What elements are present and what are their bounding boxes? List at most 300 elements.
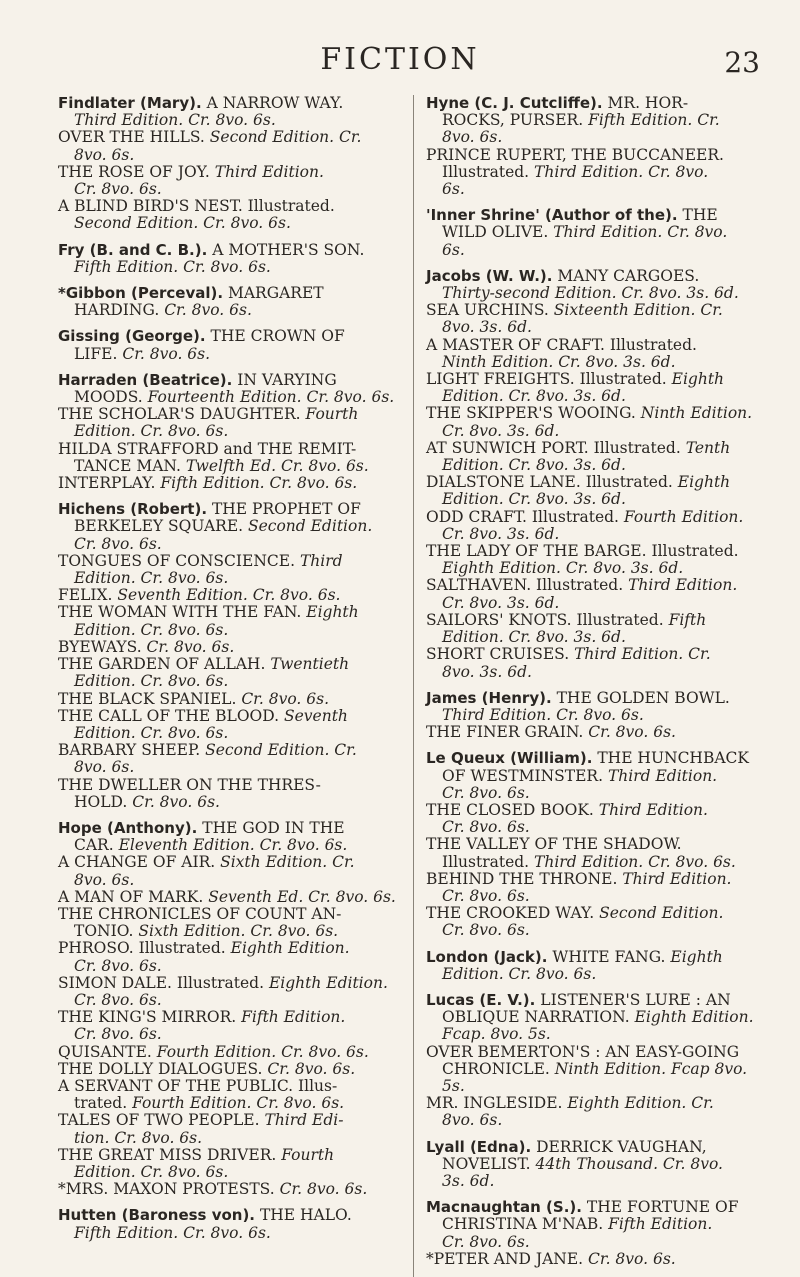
catalogue-line [58,198,401,215]
edition-info: Seventh Ed. Cr. 8vo. 6s. [208,887,396,906]
catalogue-line [58,1026,401,1043]
author-name: Hyne (C. J. Cutcliffe). [426,94,603,112]
catalogue-line [58,147,401,164]
book-title: SAILORS' KNOTS. Illustrated. [426,610,669,629]
catalogue-line [58,95,401,112]
edition-info: Cr. 8vo. 6s. [146,637,235,656]
book-title: TONGUES OF CONSCIENCE. [58,551,300,570]
catalogue-line [58,536,401,553]
book-title: THE DOLLY DIALOGUES. [58,1059,268,1078]
catalogue-line [58,1009,401,1026]
catalogue-line [426,664,758,681]
catalogue-line [58,1112,401,1129]
catalogue-line [426,922,758,939]
edition-info: Thirty-second Edition. Cr. 8vo. 3s. 6d. [442,284,739,303]
edition-info: Third Edition. [214,162,324,181]
catalogue-line [426,992,758,1009]
book-title: MARGARET [223,284,324,303]
catalogue-line [426,1156,758,1173]
catalogue-line [426,224,758,241]
author-entry [426,207,758,259]
book-title: THE GOLDEN BOWL. [551,688,730,707]
edition-info: 3s. 6d. [442,1171,495,1190]
book-title: THE VALLEY OF THE SHADOW. [426,835,682,854]
book-title: A SERVANT OF THE PUBLIC. Illus- [58,1076,338,1095]
catalogue-line [426,836,758,853]
book-title: THE WOMAN WITH THE FAN. [58,603,307,622]
author-name: Jacobs (W. W.). [426,266,553,285]
book-title: THE BLACK SPANIEL. [58,689,242,708]
catalogue-line [58,622,401,639]
catalogue-line [58,501,401,518]
book-title: TONIO. [74,922,139,941]
edition-info: Cr. 8vo. 6s. [442,818,530,837]
catalogue-line [426,181,758,198]
catalogue-line [58,673,401,690]
book-title: BYEWAYS. [58,637,147,656]
edition-info: Cr. 8vo. 6s. [122,344,211,363]
edition-info: Third Edition. [622,869,732,888]
catalogue-line [426,690,758,707]
author-entry [58,501,401,811]
catalogue-line [58,1095,401,1112]
book-title: SEA URCHINS. [426,301,554,320]
catalogue-line [58,708,401,725]
book-title: THE [677,206,718,225]
catalogue-line [58,958,401,975]
edition-info: Eighth [671,370,725,389]
catalogue-line [426,207,758,224]
author-name: Le Queux (William). [426,749,593,768]
catalogue-line [58,1044,401,1061]
book-title: THE CROWN OF [205,327,345,346]
edition-info: Third Edition. Cr. 8vo. [534,162,709,181]
edition-info: Fourth Edition. Cr. 8vo. 6s. [156,1042,369,1061]
edition-info: 8vo. 6s. [74,145,135,164]
book-title: HILDA STRAFFORD and THE REMIT- [58,439,357,458]
author-entry [426,949,758,983]
catalogue-line [426,1251,758,1268]
catalogue-line [426,646,758,663]
author-entry [426,95,758,198]
catalogue-line [426,526,758,543]
edition-info: Edition. Cr. 8vo. 6s. [442,964,597,983]
author-entry [426,1199,758,1268]
catalogue-line [58,1164,401,1181]
catalogue-line [426,612,758,629]
catalogue-line [426,543,758,560]
book-title: LISTENER'S LURE : AN [535,990,731,1009]
edition-info: 8vo. 6s. [74,758,135,777]
edition-info: Cr. 8vo. 3s. 6d. [442,593,560,612]
book-title: MR. INGLESIDE. [426,1094,568,1113]
book-title: BERKELEY SQUARE. [74,517,248,536]
catalogue-line [426,354,758,371]
catalogue-line [58,181,401,198]
catalogue-line [58,794,401,811]
edition-info: Fourteenth Edition. Cr. 8vo. 6s. [147,388,395,407]
columns [58,95,758,1277]
book-title: ROCKS, PURSER. [442,111,589,130]
edition-info: Third Edition. [607,766,718,785]
book-title: THE HALO. [255,1206,352,1225]
catalogue-line [426,595,758,612]
book-title: BARBARY SHEEP. [58,741,206,760]
catalogue-line [426,371,758,388]
edition-info: Eighth Edition. [634,1008,754,1027]
author-name: Hope (Anthony). [58,818,198,837]
catalogue-line [426,1199,758,1216]
edition-info: Edition. Cr. 8vo. 3s. 6d. [442,387,626,406]
catalogue-line [58,346,401,363]
edition-info: Cr. 8vo. 6s. [442,921,530,940]
book-title: HOLD. [74,792,133,811]
edition-info: Fourth Edition. [623,507,744,526]
edition-info: Edition. Cr. 8vo. 3s. 6d. [442,628,626,647]
book-title: NOVELIST. [442,1154,536,1173]
book-title: THE CHRONICLES OF COUNT AN- [58,904,342,923]
catalogue-line [58,1061,401,1078]
edition-info: Cr. 8vo. 6s. [442,886,530,905]
edition-info: Fifth Edition. Cr. 8vo. 6s. [160,474,358,493]
catalogue-line [58,475,401,492]
author-entry [58,1207,401,1241]
edition-info: Cr. 8vo. 6s. [74,956,162,975]
page-header [40,40,760,84]
edition-info: Second Edition. Cr. 8vo. 6s. [74,214,291,233]
catalogue-line [426,871,758,888]
catalogue-line [426,1112,758,1129]
edition-info: Cr. 8vo. 6s. [74,1025,162,1044]
book-title: AT SUNWICH PORT. Illustrated. [426,438,686,457]
catalogue-line [426,147,758,164]
edition-info: Fifth [668,610,707,629]
author-entry [426,1139,758,1191]
catalogue-line [426,966,758,983]
book-title: THE GREAT MISS DRIVER. [58,1145,282,1164]
edition-info: Second Edition. Cr. [209,128,362,147]
book-title: THE SCHOLAR'S DAUGHTER. [58,405,306,424]
catalogue-line [426,707,758,724]
catalogue-line [58,889,401,906]
edition-info: Third Edition. Cr. [574,645,711,664]
catalogue-line [58,940,401,957]
author-name: Hutten (Baroness von). [58,1206,256,1225]
catalogue-line [426,388,758,405]
catalogue-line [58,854,401,871]
author-name: Lyall (Edna). [426,1137,532,1156]
edition-info: Third Edition. Cr. 8vo. 6s. [534,852,736,871]
edition-info: Second Edition. [599,904,724,923]
edition-info: Cr. 8vo. 6s. [132,792,220,811]
author-name: Findlater (Mary). [58,94,202,112]
author-name: Lucas (E. V.). [426,990,536,1009]
catalogue-line [58,285,401,302]
catalogue-line [426,405,758,422]
book-title: OVER BEMERTON'S : AN EASY-GOING [426,1042,740,1061]
book-title: trated. [74,1094,133,1113]
edition-info: Cr. 8vo. 6s. [74,534,162,553]
book-title: DIALSTONE LANE. Illustrated. [426,473,678,492]
catalogue-line [426,1009,758,1026]
edition-info: Eighth [677,473,731,492]
book-title: THE DWELLER ON THE THRES- [58,775,321,794]
book-title: Illustrated. [442,162,535,181]
edition-info: Cr. 8vo. 6s. [74,180,162,199]
catalogue-line [426,785,758,802]
catalogue-line [58,656,401,673]
edition-info: Edition. Cr. 8vo. 6s. [74,1162,229,1181]
book-title: SIMON DALE. Illustrated. [58,973,269,992]
author-name: Harraden (Beatrice). [58,370,233,389]
edition-info: Fifth Edition. [241,1008,346,1027]
book-title: QUISANTE. [58,1042,157,1061]
edition-info: Fifth Edition. Cr. 8vo. 6s. [74,257,271,276]
edition-info: Eighth Edition. Cr. 8vo. 3s. 6d. [442,559,684,578]
catalogue-line [58,129,401,146]
catalogue-line [426,337,758,354]
catalogue-line [426,302,758,319]
catalogue-line [426,949,758,966]
catalogue-line [426,750,758,767]
catalogue-line [58,923,401,940]
catalogue-line [426,577,758,594]
book-title: A MASTER OF CRAFT. Illustrated. [426,335,697,354]
edition-info: Cr. 8vo. 3s. 6d. [442,421,560,440]
edition-info: Second Edition. [247,517,373,536]
book-title: WILD OLIVE. [442,223,554,242]
edition-info: Eighth Edition. [268,973,388,992]
book-title: WHITE FANG. [547,947,671,966]
book-title: Illustrated. [442,852,535,871]
catalogue-line [58,837,401,854]
edition-info: Third Edi- [264,1111,344,1130]
left-column [58,95,414,1277]
edition-info: Cr. 8vo. 6s. [241,689,330,708]
catalogue-line [58,112,401,129]
book-title: LIFE. [74,344,123,363]
page-title: FICTION [320,42,480,77]
edition-info: Cr. 8vo. 3s. 6d. [442,524,560,543]
edition-info: Cr. 8vo. 6s. [267,1059,356,1078]
book-title: CHRONICLE. [442,1059,555,1078]
author-name: *Gibbon (Perceval). [58,284,224,303]
catalogue-line [58,518,401,535]
book-title: HARDING. [74,301,165,320]
catalogue-line [426,629,758,646]
catalogue-line [426,854,758,871]
book-title: PHROSO. Illustrated. [58,939,231,958]
book-title: A NARROW WAY. [201,94,344,112]
catalogue-line [426,724,758,741]
book-title: THE GARDEN OF ALLAH. [58,655,271,674]
catalogue-line [58,328,401,345]
catalogue-line [58,458,401,475]
catalogue-line [58,1130,401,1147]
edition-info: Edition. Cr. 8vo. 3s. 6d. [442,490,626,509]
book-title: BEHIND THE THRONE. [426,869,623,888]
book-title: CHRISTINA M'NAB. [442,1215,609,1234]
catalogue-line [426,1026,758,1043]
catalogue-line [58,975,401,992]
edition-info: Twelfth Ed. Cr. 8vo. 6s. [185,456,369,475]
catalogue-line [58,164,401,181]
catalogue-line [58,302,401,319]
edition-info: Eighth Edition. Cr. [567,1094,714,1113]
catalogue-line [426,423,758,440]
book-title: THE KING'S MIRROR. [58,1008,242,1027]
edition-info: Seventh [283,706,348,725]
catalogue-line [426,440,758,457]
catalogue-line [426,164,758,181]
edition-info: Edition. Cr. 8vo. 3s. 6d. [442,456,626,475]
book-title: CAR. [74,836,119,855]
edition-info: Third Edition. [628,576,738,595]
edition-info: 8vo. 6s. [442,128,503,147]
edition-info: Fourth Edition. Cr. 8vo. 6s. [132,1094,345,1113]
catalogue-line [426,905,758,922]
book-title: MOODS. [74,388,148,407]
author-name: Gissing (George). [58,327,206,346]
book-title: TANCE MAN. [74,456,186,475]
book-title: INTERPLAY. [58,474,161,493]
catalogue-line [426,474,758,491]
catalogue-line [58,242,401,259]
catalogue-line [58,725,401,742]
author-name: London (Jack). [426,947,548,966]
edition-info: Cr. 8vo. 6s. [74,990,162,1009]
catalogue-line [426,1216,758,1233]
catalogue-line [58,1147,401,1164]
edition-info: Cr. 8vo. 6s. [164,301,252,320]
book-title: DERRICK VAUGHAN, [531,1137,707,1156]
catalogue-line [426,819,758,836]
book-title: MR. HOR- [602,94,689,112]
author-entry [58,242,401,276]
catalogue-line [426,888,758,905]
edition-info: Cr. 8vo. 6s. [588,1249,676,1268]
edition-info: Third Edition. [598,800,708,819]
book-title: THE LADY OF THE BARGE. Illustrated. [426,542,739,561]
catalogue-line [426,768,758,785]
book-title: A MOTHER'S SON. [207,240,365,259]
catalogue-line [58,1078,401,1095]
edition-info: Fcap. 8vo. 5s. [442,1025,551,1044]
edition-info: Sixth Edition. Cr. 8vo. 6s. [138,922,339,941]
book-title: SALTHAVEN. Illustrated. [426,576,629,595]
catalogue-line [58,406,401,423]
book-title: OF WESTMINSTER. [442,766,608,785]
edition-info: Eighth [306,603,359,622]
edition-info: Fifth Edition. Cr. 8vo. 6s. [74,1223,271,1242]
catalogue-line [426,268,758,285]
catalogue-line [58,639,401,656]
catalogue-line [58,1225,401,1242]
book-title: *PETER AND JANE. [426,1249,588,1268]
catalogue-line [426,1044,758,1061]
catalogue-line [426,457,758,474]
book-title: MANY CARGOES. [552,266,700,285]
catalogue-line [58,759,401,776]
edition-info: Tenth [685,438,731,457]
edition-info: Fourth [281,1145,335,1164]
catalogue-line [58,570,401,587]
author-entry [426,750,758,939]
catalogue-line [58,872,401,889]
catalogue-line [58,906,401,923]
edition-info: Third Edition. Cr. 8vo. 6s. [74,111,276,130]
author-entry [426,268,758,681]
book-title: THE FORTUNE OF [581,1198,739,1217]
catalogue-line [58,441,401,458]
edition-info: Ninth Edition. Cr. 8vo. 3s. 6d. [442,352,676,371]
book-title: IN VARYING [232,370,337,389]
edition-info: Eleventh Edition. Cr. 8vo. 6s. [118,836,348,855]
edition-info: Third Edition. Cr. 8vo. [553,223,728,242]
catalogue-line [426,285,758,302]
catalogue-line [58,604,401,621]
catalogue-line [426,1234,758,1251]
book-title: *MRS. MAXON PROTESTS. [58,1180,280,1199]
catalogue-line [58,215,401,232]
edition-info: Fourth [305,405,359,424]
book-title: OVER THE HILLS. [58,128,210,147]
book-title: A BLIND BIRD'S NEST. Illustrated. [58,197,335,216]
catalogue-line [426,802,758,819]
catalogue-line [426,1061,758,1095]
book-title: THE HUNCHBACK [592,749,749,768]
author-name: 'Inner Shrine' (Author of the). [426,206,678,225]
catalogue-line [426,129,758,146]
catalogue-line [426,1139,758,1156]
catalogue-line [58,820,401,837]
edition-info: Edition. Cr. 8vo. 6s. [74,569,229,588]
edition-info: Edition. Cr. 8vo. 6s. [74,672,229,691]
edition-info: Twentieth [270,655,350,674]
catalogue-line [426,95,758,112]
edition-info: tion. Cr. 8vo. 6s. [74,1128,203,1147]
book-title: LIGHT FREIGHTS. Illustrated. [426,370,672,389]
catalogue-line [58,423,401,440]
catalogue-line [58,742,401,759]
book-title: SHORT CRUISES. [426,645,575,664]
book-title: FELIX. [58,586,118,605]
catalogue-line [426,112,758,129]
book-title: A CHANGE OF AIR. [58,853,221,872]
book-title: THE GOD IN THE [197,818,345,837]
edition-info: Cr. 8vo. 6s. [588,723,676,742]
edition-info: Edition. Cr. 8vo. 6s. [74,723,229,742]
book-title: THE PROPHET OF [207,500,361,519]
right-column [426,95,758,1277]
catalogue-line [426,319,758,336]
edition-info: 6s. [442,180,465,199]
edition-info: Fifth Edition. Cr. [588,111,720,130]
author-entry [58,285,401,319]
edition-info: 8vo. 3s. 6d. [442,318,532,337]
edition-info: Ninth Edition. [640,404,753,423]
catalogue-line [58,389,401,406]
catalogue-line [58,691,401,708]
edition-info: Eighth Edition. [230,939,350,958]
edition-info: Cr. 8vo. 6s. [442,783,530,802]
edition-info: Third Edition. Cr. 8vo. 6s. [442,705,644,724]
book-title: PRINCE RUPERT, THE BUCCANEER. [426,145,724,164]
catalogue-line [58,587,401,604]
edition-info: Eighth [670,947,723,966]
catalogue-line [58,372,401,389]
author-name: James (Henry). [426,688,552,707]
